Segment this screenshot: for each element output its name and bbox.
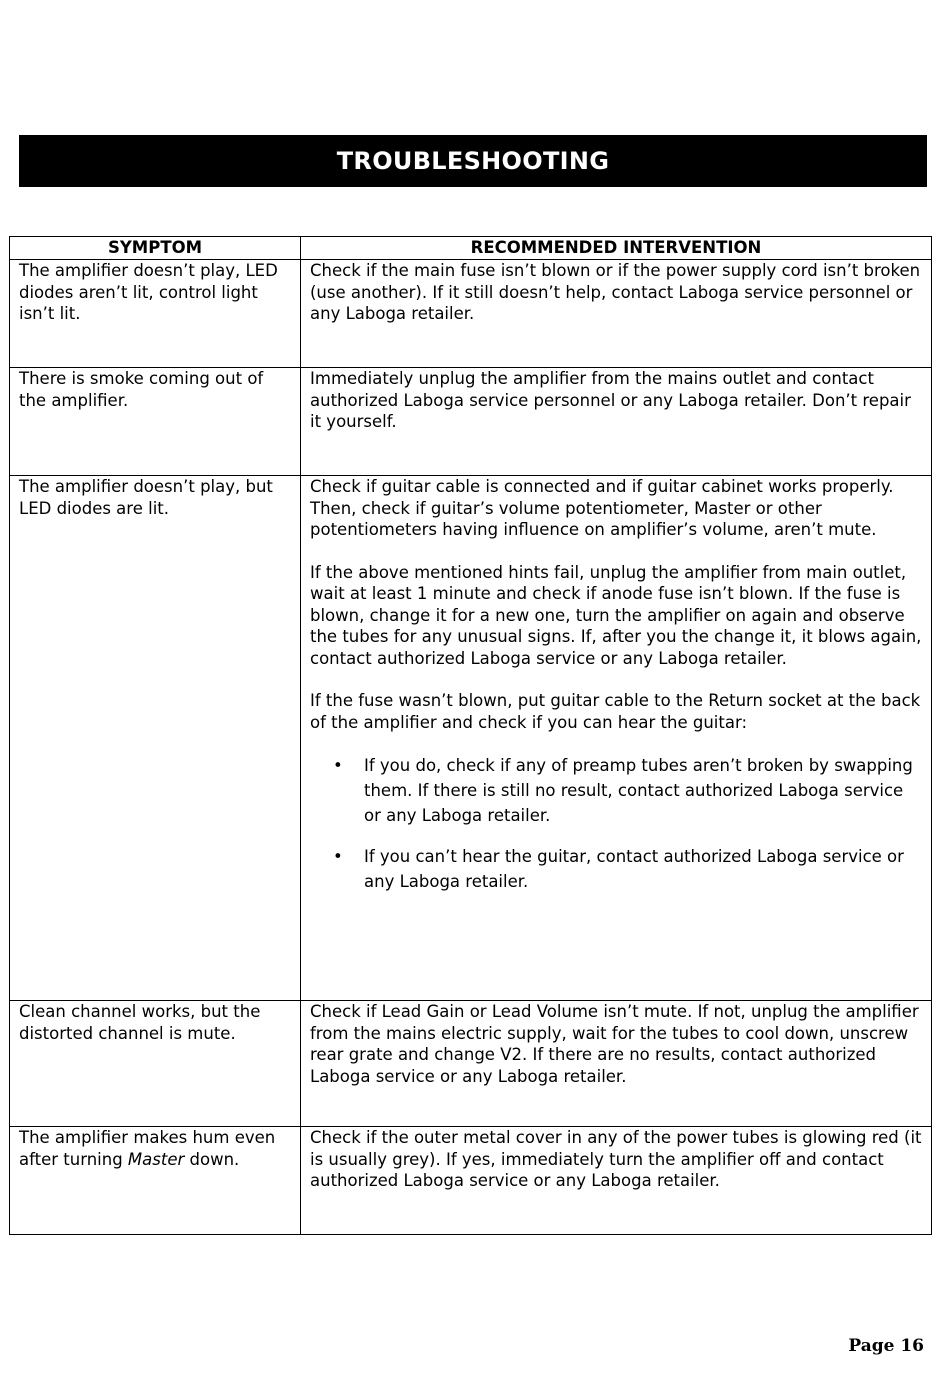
- header-symptom: SYMPTOM: [10, 237, 301, 260]
- bullet-text: If you do, check if any of preamp tubes aren’t broken by swapping them. If there is still no result, contact authorized Laboga service or any Laboga retailer.: [364, 756, 913, 825]
- bullet-text: If you can’t hear the guitar, contact authorized Laboga service or any Laboga retailer.: [364, 847, 904, 891]
- page-title: TROUBLESHOOTING: [336, 147, 610, 175]
- page-number: Page 16: [848, 1336, 924, 1356]
- table-row: [10, 1001, 932, 1127]
- intervention-bullet-list: [310, 753, 922, 894]
- title-banner: [19, 135, 927, 187]
- bullet-item: [333, 753, 922, 828]
- symptom-cell: [10, 1127, 301, 1235]
- bullet-dot: •: [333, 756, 343, 775]
- symptom-cell: [10, 368, 301, 476]
- header-intervention: RECOMMENDED INTERVENTION: [301, 237, 932, 260]
- table-row: [10, 476, 932, 1001]
- intervention-text: Check if the outer metal cover in any of the power tubes is glowing red (it is usually grey). If yes, immediately turn the amplifier off and contact authorized Laboga service or any Laboga retailer.: [310, 1128, 922, 1190]
- intervention-paragraph: If the above mentioned hints fail, unplug the amplifier from main outlet, wait at least 1 minute and check if anode fuse isn’t blown. If the fuse is blown, change it for a new one, turn the amplifier on again and observe the tubes for any unusual signs. If, after you the change it, it blows again, contact authorized Laboga service or any Laboga retailer.: [310, 562, 922, 668]
- symptom-text: Clean channel works, but the distorted channel is mute.: [19, 1002, 261, 1043]
- symptom-text: The amplifier doesn’t play, but LED diodes are lit.: [19, 477, 273, 518]
- symptom-text: The amplifier doesn’t play, LED diodes aren’t lit, control light isn’t lit.: [19, 261, 278, 323]
- bullet-dot: •: [333, 847, 343, 866]
- intervention-cell: [301, 476, 932, 1001]
- symptom-text: [19, 1127, 291, 1170]
- symptom-text: There is smoke coming out of the amplifier.: [19, 369, 264, 410]
- table-row: [10, 368, 932, 476]
- intervention-cell: [301, 1127, 932, 1235]
- intervention-text: Immediately unplug the amplifier from the mains outlet and contact authorized Laboga service personnel or any Laboga retailer. Don’t repair it yourself.: [310, 369, 911, 431]
- intervention-cell: [301, 368, 932, 476]
- bullet-item: [333, 844, 922, 894]
- symptom-emphasis: Master: [127, 1149, 185, 1169]
- intervention-text: Check if Lead Gain or Lead Volume isn’t mute. If not, unplug the amplifier from the mains electric supply, wait for the tubes to cool down, unscrew rear grate and change V2. If there are no results, contact authorized Laboga service or any Laboga retailer.: [310, 1002, 919, 1086]
- troubleshooting-table: [9, 236, 932, 1235]
- intervention-paragraph: If the fuse wasn’t blown, put guitar cable to the Return socket at the back of the amplifier and check if you can hear the guitar:: [310, 691, 921, 732]
- intervention-paragraph: Check if guitar cable is connected and if guitar cabinet works properly. Then, check if guitar’s volume potentiometer, Master or other potentiometers having influence on amplifier’s volume, aren’t mute.: [310, 477, 894, 539]
- symptom-text-part: down.: [184, 1149, 240, 1169]
- intervention-cell: [301, 260, 932, 368]
- symptom-cell: [10, 260, 301, 368]
- symptom-text-part: The amplifier makes hum even after turning: [19, 1128, 276, 1169]
- symptom-cell: [10, 1001, 301, 1127]
- table-row: [10, 260, 932, 368]
- symptom-cell: [10, 476, 301, 1001]
- table-header-row: [10, 237, 932, 260]
- table-row: [10, 1127, 932, 1235]
- intervention-cell: [301, 1001, 932, 1127]
- intervention-text: Check if the main fuse isn’t blown or if the power supply cord isn’t broken (use another). If it still doesn’t help, contact Laboga service personnel or any Laboga retailer.: [310, 261, 921, 323]
